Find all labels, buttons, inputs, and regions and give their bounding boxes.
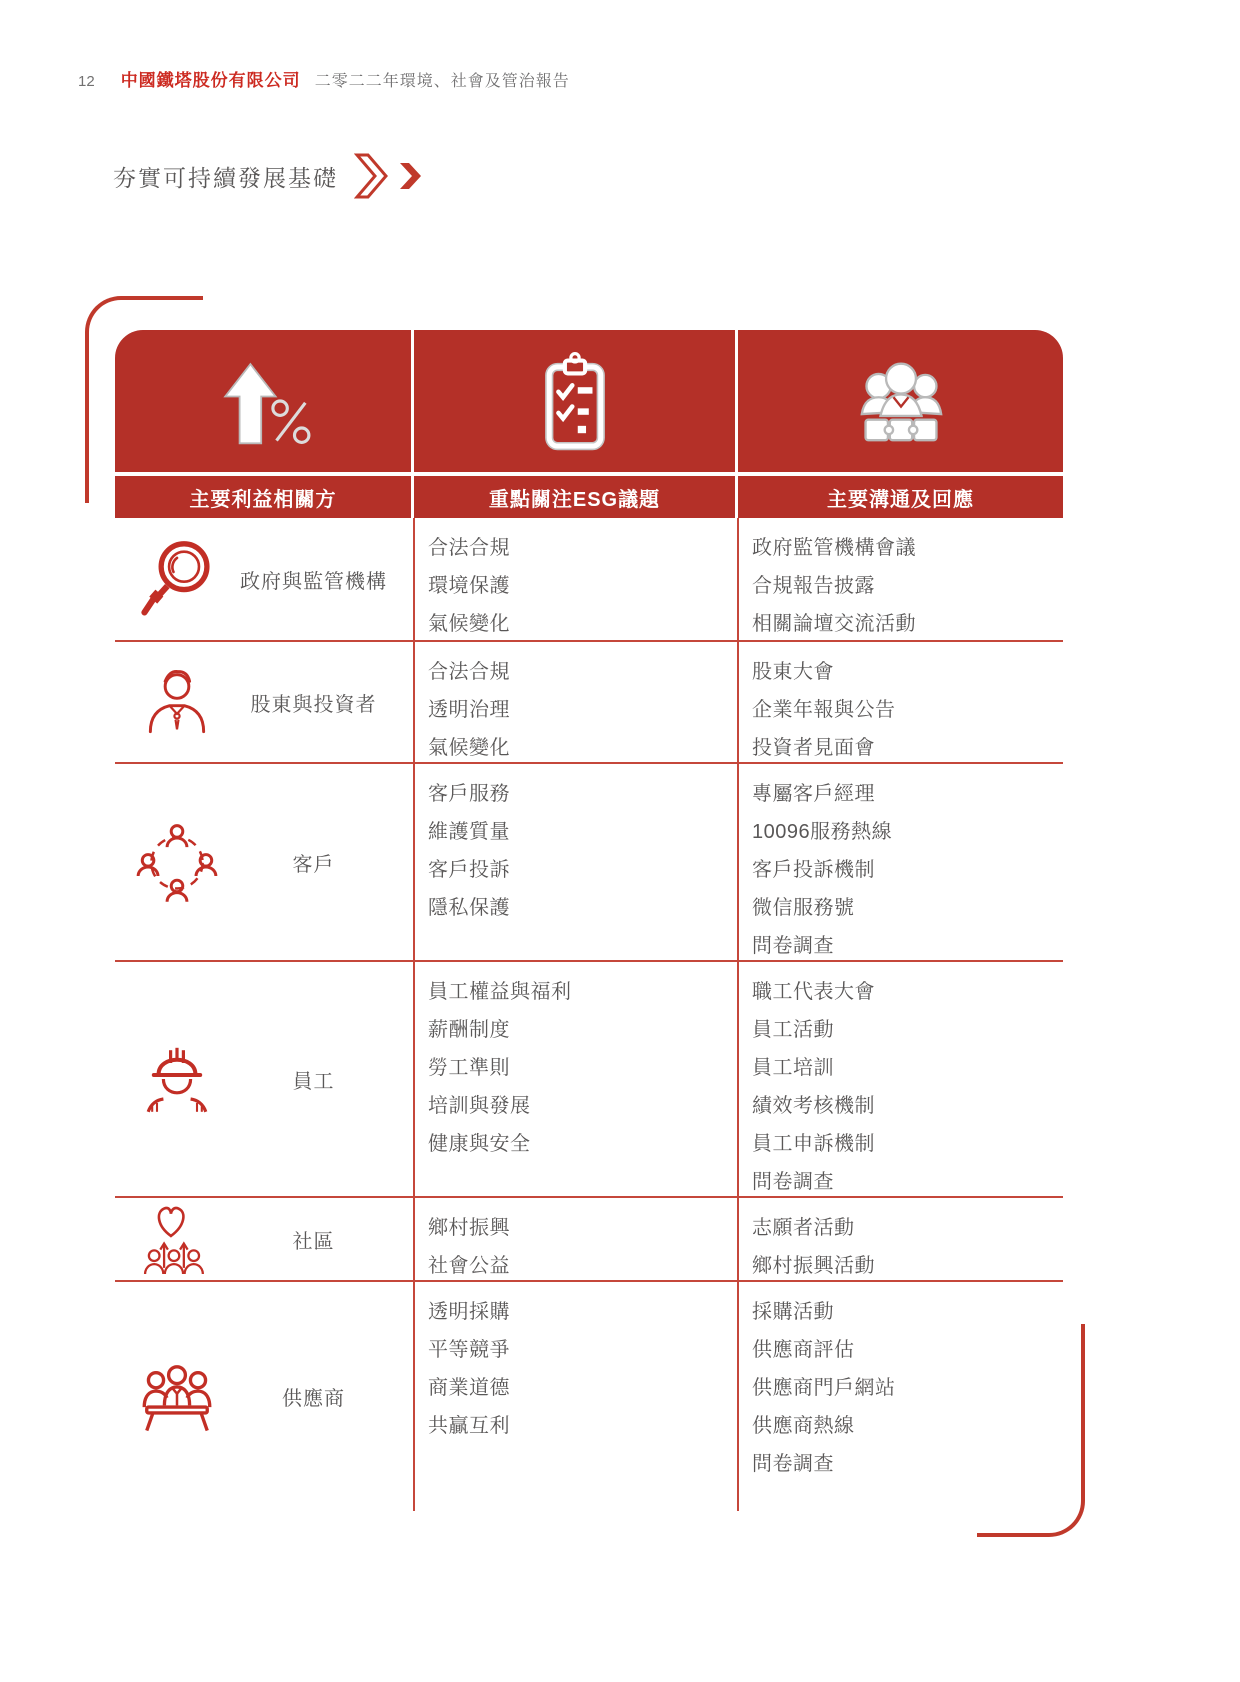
response-item: 政府監管機構會議 (752, 536, 916, 559)
stakeholder-cell (115, 764, 414, 960)
response-item: 企業年報與公告 (752, 698, 896, 721)
response-item: 員工培訓 (752, 1056, 834, 1079)
response-item: 專屬客戶經理 (752, 782, 875, 805)
esg-issues-cell (414, 764, 738, 960)
response-item: 採購活動 (752, 1300, 834, 1323)
responses-list (752, 772, 1057, 962)
page-number: 12 (78, 73, 95, 90)
magnifier-icon (131, 533, 223, 625)
suppliers-icon (131, 1355, 223, 1439)
esg-issue-item: 勞工準則 (428, 1056, 510, 1079)
stakeholder-label: 股東與投資者 (250, 693, 377, 716)
response-item: 職工代表大會 (752, 980, 875, 1003)
esg-issues-cell (414, 962, 738, 1196)
column-divider (737, 518, 739, 1511)
esg-issue-item: 維護質量 (428, 820, 510, 843)
esg-issue-item: 商業道德 (428, 1376, 510, 1399)
response-item: 員工申訴機制 (752, 1132, 875, 1155)
response-item: 問卷調查 (752, 1170, 834, 1193)
chevron-solid-icon (400, 163, 422, 189)
esg-issue-item: 透明治理 (428, 698, 510, 721)
stakeholder-cell (115, 518, 414, 640)
response-item: 合規報告披露 (752, 574, 875, 597)
response-item: 股東大會 (752, 660, 834, 683)
esg-issues-list (428, 1290, 732, 1442)
page-header (78, 66, 570, 91)
checklist-clipboard-icon (414, 330, 738, 472)
response-item: 問卷調查 (752, 1452, 834, 1475)
esg-issue-item: 氣候變化 (428, 736, 510, 759)
column-header-stakeholders: 主要利益相關方 (115, 476, 414, 518)
response-item: 投資者見面會 (752, 736, 875, 759)
esg-issues-list (428, 526, 732, 640)
stakeholder-label: 政府與監管機構 (240, 570, 387, 593)
response-item: 供應商門戶網站 (752, 1376, 896, 1399)
esg-issue-item: 環境保護 (428, 574, 510, 597)
responses-list (752, 1290, 1057, 1480)
stakeholder-label: 員工 (292, 1070, 335, 1093)
esg-issues-cell (414, 518, 738, 640)
response-item: 鄉村振興活動 (752, 1254, 875, 1277)
column-header-esg-issues: 重點關注ESG議題 (414, 476, 738, 518)
esg-issue-item: 客戶投訴 (428, 858, 510, 881)
customers-network-icon (131, 818, 223, 906)
esg-issue-item: 培訓與發展 (428, 1094, 531, 1117)
table-icon-band (115, 330, 1063, 472)
investor-icon (131, 664, 223, 740)
section-title: 夯實可持續發展基礎 (113, 164, 338, 191)
response-item: 客戶投訴機制 (752, 858, 875, 881)
responses-cell (738, 642, 1063, 762)
community-icon (131, 1199, 223, 1279)
stakeholder-label: 社區 (292, 1230, 335, 1253)
table-row (115, 762, 1063, 960)
table-body (115, 518, 1063, 1511)
response-item: 供應商熱線 (752, 1414, 855, 1437)
table-header-row (115, 476, 1063, 518)
esg-issue-item: 氣候變化 (428, 612, 510, 635)
stakeholder-table (115, 330, 1063, 1511)
table-row (115, 518, 1063, 640)
esg-issue-item: 社會公益 (428, 1254, 510, 1277)
stakeholder-cell (115, 962, 414, 1196)
responses-cell (738, 518, 1063, 640)
response-item: 10096服務熱線 (752, 820, 893, 843)
esg-issue-item: 客戶服務 (428, 782, 510, 805)
esg-issue-item: 平等競爭 (428, 1338, 510, 1361)
responses-list (752, 650, 1057, 764)
stakeholder-label: 供應商 (282, 1388, 345, 1410)
stakeholder-label: 客戶 (292, 853, 335, 876)
response-item: 志願者活動 (752, 1216, 855, 1239)
esg-issue-item: 合法合規 (428, 536, 510, 559)
esg-issue-item: 隱私保護 (428, 896, 510, 919)
responses-list (752, 1206, 1057, 1282)
response-item: 供應商評估 (752, 1338, 855, 1361)
esg-issues-list (428, 970, 732, 1160)
responses-list (752, 526, 1057, 640)
esg-issue-item: 薪酬制度 (428, 1018, 510, 1041)
esg-issue-item: 共贏互利 (428, 1414, 510, 1437)
table-row (115, 640, 1063, 762)
responses-cell (738, 764, 1063, 960)
column-divider (413, 518, 415, 1511)
response-item: 微信服務號 (752, 896, 855, 919)
esg-issues-list (428, 772, 732, 924)
company-name: 中國鐵塔股份有限公司 (120, 71, 301, 90)
esg-issue-item: 透明採購 (428, 1300, 510, 1323)
esg-issue-item: 員工權益與福利 (428, 980, 572, 1003)
table-row (115, 1196, 1063, 1280)
chevron-outline-icon (354, 152, 390, 200)
response-item: 員工活動 (752, 1018, 834, 1041)
section-title-row (113, 152, 422, 200)
table-row (115, 1280, 1063, 1511)
responses-cell (738, 962, 1063, 1196)
esg-issue-item: 鄉村振興 (428, 1216, 510, 1239)
response-item: 相關論壇交流活動 (752, 612, 916, 635)
esg-issues-list (428, 1206, 732, 1282)
stakeholders-group-icon (738, 330, 1063, 472)
stakeholder-cell (115, 642, 414, 762)
worker-icon (131, 1037, 223, 1121)
responses-list (752, 970, 1057, 1198)
responses-cell (738, 1198, 1063, 1280)
report-title: 二零二二年環境、社會及管治報告 (314, 73, 570, 90)
esg-issue-item: 合法合規 (428, 660, 510, 683)
esg-issues-list (428, 650, 732, 764)
stakeholder-cell (115, 1282, 414, 1511)
response-item: 績效考核機制 (752, 1094, 875, 1117)
table-row (115, 960, 1063, 1196)
esg-issues-cell (414, 642, 738, 762)
column-header-responses: 主要溝通及回應 (827, 488, 974, 511)
esg-issue-item: 健康與安全 (428, 1132, 531, 1155)
esg-issues-cell (414, 1198, 738, 1280)
response-item: 問卷調查 (752, 934, 834, 957)
growth-percent-icon (115, 330, 414, 472)
esg-issues-cell (414, 1282, 738, 1511)
stakeholder-cell (115, 1198, 414, 1280)
responses-cell (738, 1282, 1063, 1511)
